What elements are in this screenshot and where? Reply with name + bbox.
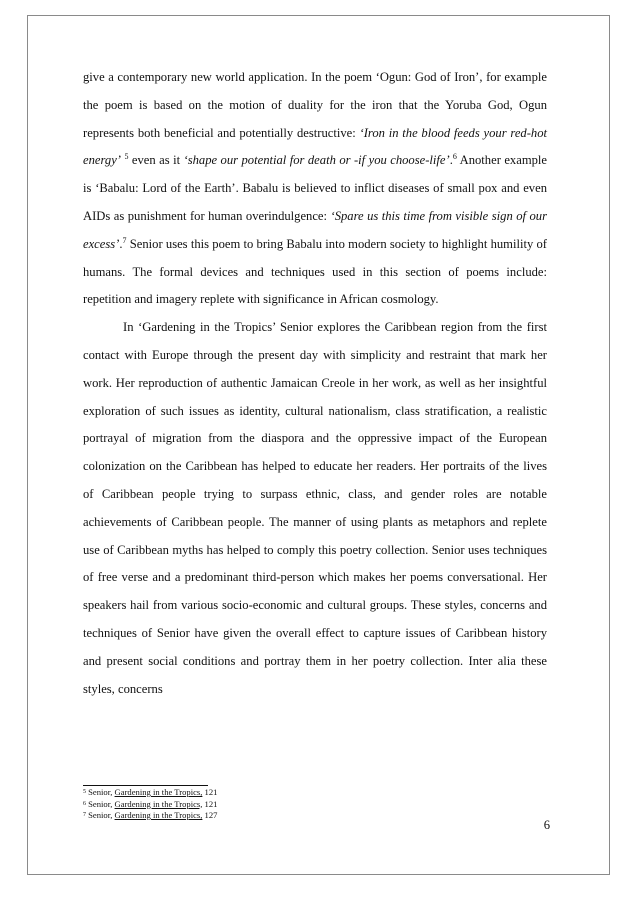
footnote-author: Senior, — [86, 787, 115, 797]
footnote-5 — [83, 787, 383, 799]
footnote-author: Senior, — [86, 810, 115, 820]
footnote-number: 6 — [83, 800, 86, 807]
footnote-title: Gardening in the Tropics, — [114, 787, 203, 797]
footnote-ref-5[interactable]: 5 — [124, 152, 129, 162]
p1-text-6: Senior uses this poem to bring Babalu into modern society to highlight humility of humans. The formal devices and techniques used in this section of poems include: repetition and imagery replete with significance in African cosmology. — [83, 236, 547, 307]
p1-text-2: even as it — [128, 153, 184, 168]
footnote-page: 121 — [202, 787, 218, 797]
page-number: 6 — [543, 818, 550, 832]
footnote-ref-7[interactable]: 7 — [122, 235, 127, 245]
footnote-number: 7 — [83, 812, 86, 818]
p1-text-1: give a contemporary new world application. In the poem ‘Ogun: God of Iron’, for example the poem is based on the motion of duality for the iron that the Yoruba God, Ogun represents both beneficial and potentially destructive: — [83, 70, 547, 140]
footnote-page: 127 — [202, 810, 218, 820]
quote-shape-potential: ‘shape our potential for death or -if you choose-life’ — [183, 153, 450, 168]
footnote-number: 5 — [83, 789, 86, 795]
p1-text-4: Another example is ‘Babalu: Lord of the Earth’. Babalu is believed to inflict diseases of small pox and even AIDs as punishment for human overindulgence: — [83, 153, 547, 223]
footnote-author: Senior, — [86, 798, 115, 809]
page-body — [83, 64, 547, 703]
footnote-title: Gardening in the Tropics, — [114, 810, 203, 820]
footnote-separator — [83, 785, 208, 786]
quote-spare-us: ‘Spare us this time from visible sign of our excess’ — [83, 208, 547, 251]
footnotes — [83, 787, 383, 822]
footnote-title: Gardening in the Tropics, — [114, 798, 203, 809]
footnote-6 — [83, 799, 383, 811]
p1-text-3: . — [449, 153, 453, 168]
paragraph-2: In ‘Gardening in the Tropics’ Senior explores the Caribbean region from the first contact with Europe through the present day with simplicity and restraint that mark her work. Her reproduction of authentic Jamaican Creole in her work, as well as her insightful exploration of such issues as identity, cultural nationalism, class stratification, a realistic portrayal of migration from the diaspora and the oppressive impact of the European colonization on the Caribbean has helped to educate her readers. Her portraits of the lives of Caribbean people trying to surpass ethnic, class, and gender roles are notable achievements of Caribbean people. The manner of using plants as metaphors and replete use of Caribbean myths has helped to comply this poetry collection. Senior uses techniques of free verse and a predominant third-person which makes her poems conversational. Her speakers hail from various socio-economic and cultural groups. These styles, concerns and techniques of Senior have given the overall effect to capture issues of Caribbean history and present social conditions and portray them in her poetry collection. Inter alia these styles, concerns — [83, 320, 547, 696]
p1-text-5: . — [119, 236, 123, 251]
quote-iron-blood: ‘Iron in the blood feeds your red-hot energy’ — [83, 125, 547, 168]
footnote-page: 121 — [202, 798, 218, 809]
paragraph-1 — [83, 64, 547, 314]
footnote-ref-6[interactable]: 6 — [452, 152, 457, 162]
footnote-7 — [83, 810, 383, 822]
